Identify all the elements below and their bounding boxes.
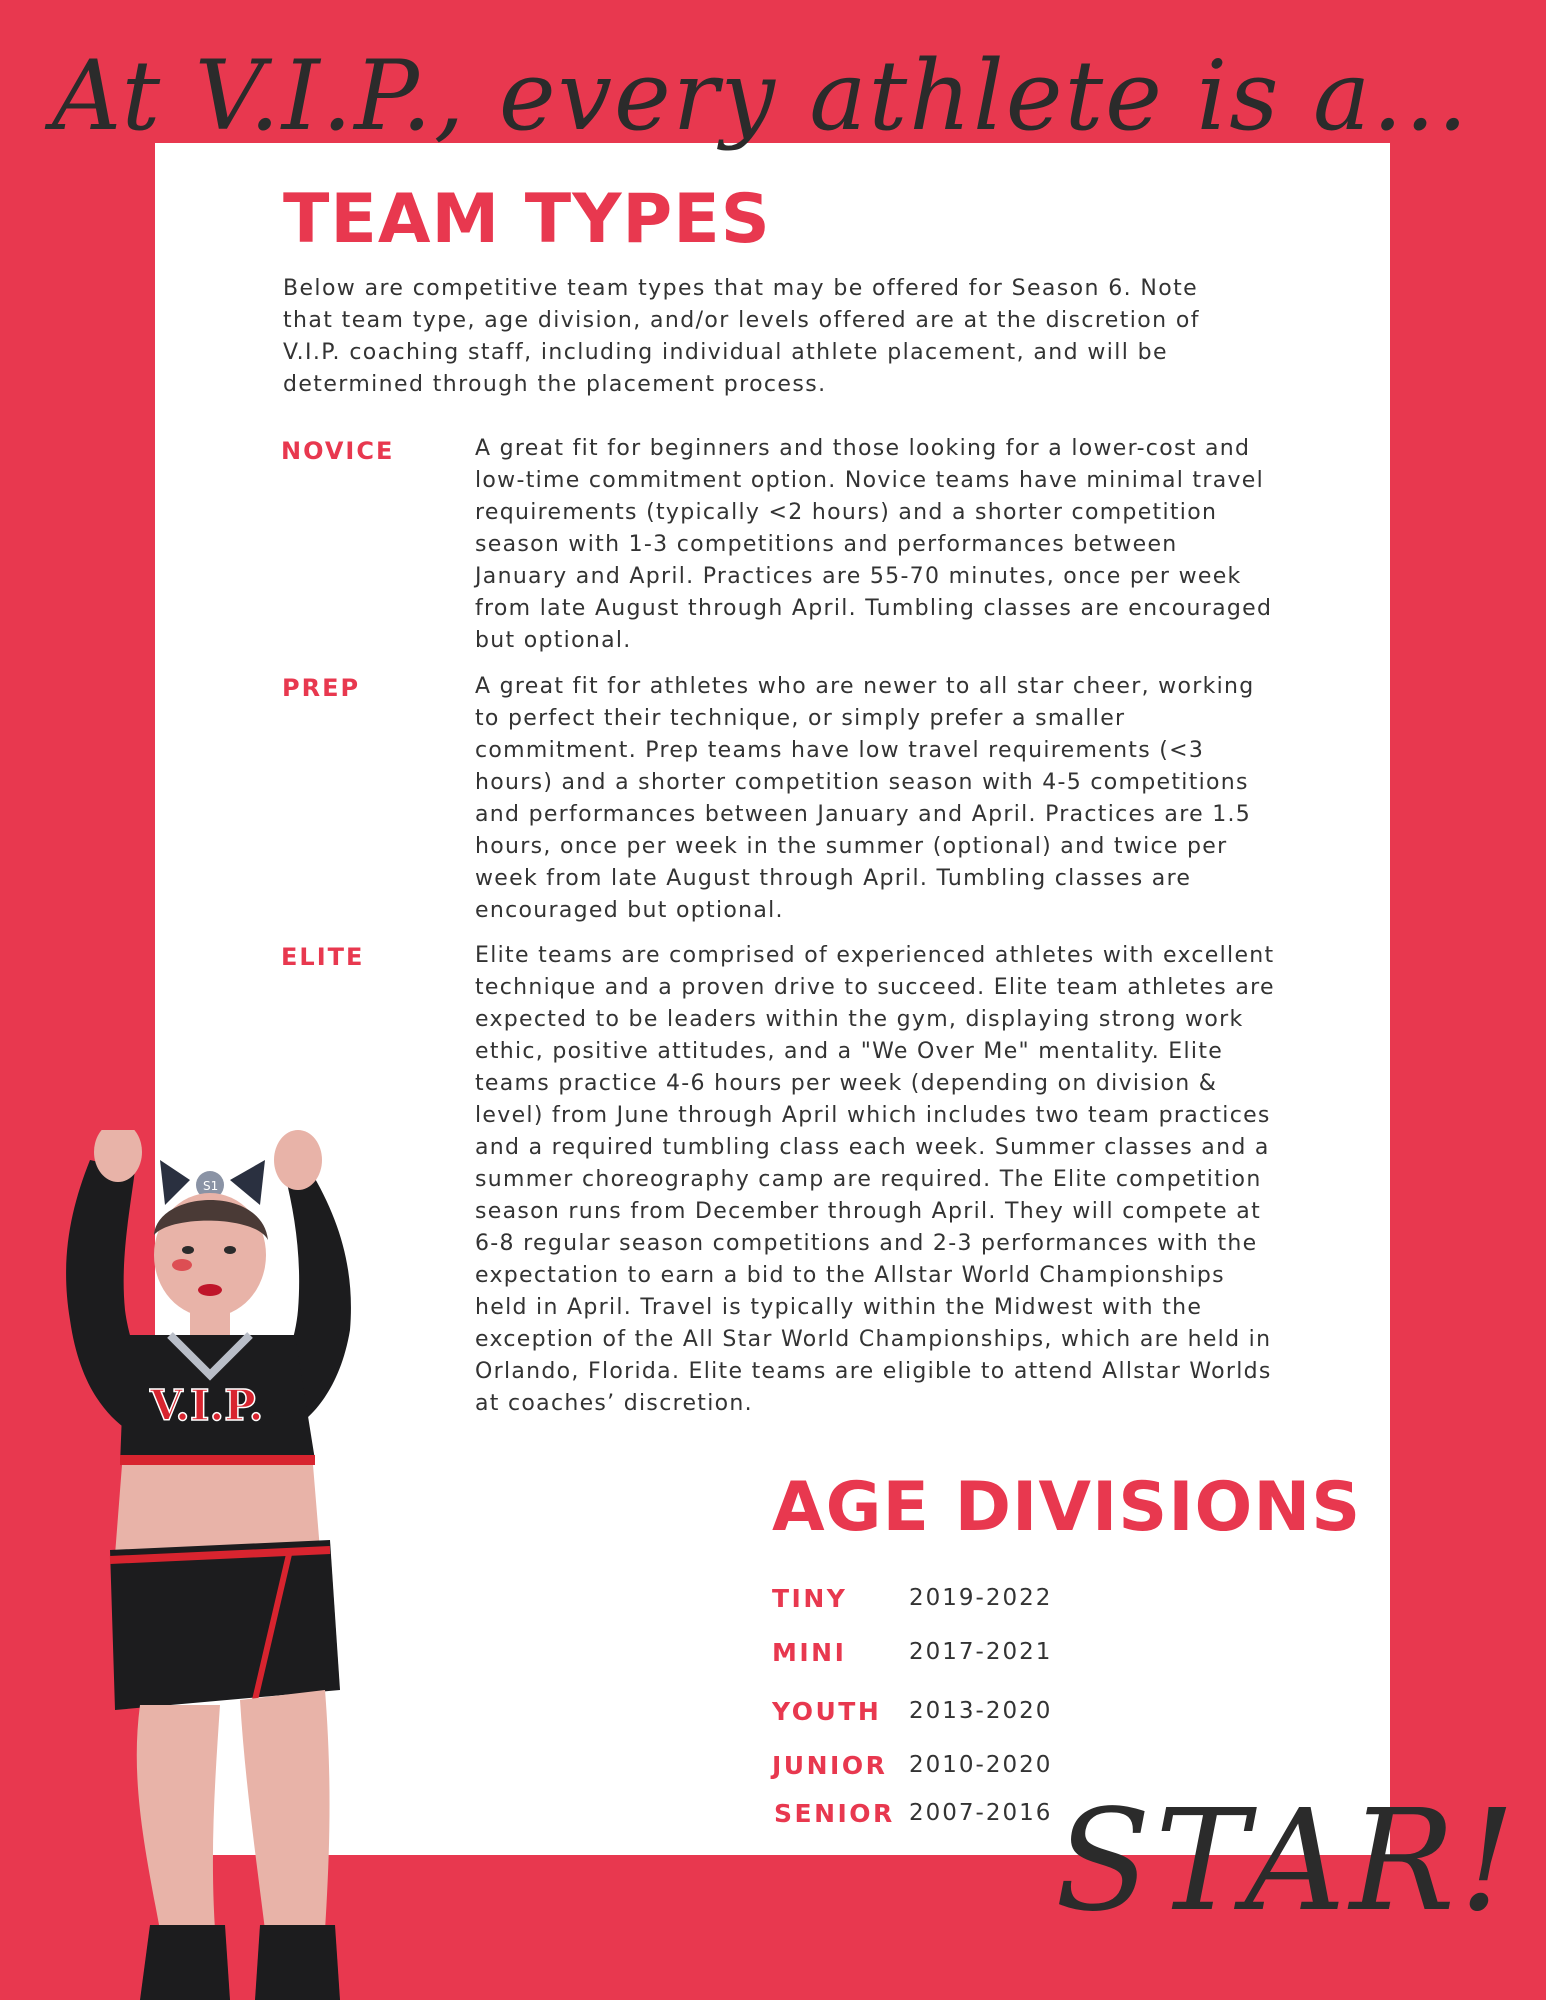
team-type-desc-prep: A great fit for athletes who are newer to all star cheer, working to perfect their technique, or simply prefer a smaller commitment. Prep teams have low travel requirements (<3 hours) and a shorter competition season with 4-5 competitions and performances between January and April. Practices are 1.5 hours, once per week in the summer (optional) and twice per week from late August through April. Tumbling classes are encouraged but optional.: [475, 674, 1255, 923]
age-years-tiny: 2019-2022: [909, 1585, 1053, 1611]
bow-label: S1: [203, 1179, 219, 1193]
team-types-title: TEAM TYPES: [283, 180, 771, 259]
age-years-junior: 2010-2020: [909, 1752, 1053, 1778]
team-type-label-elite: ELITE: [281, 943, 365, 971]
age-label-tiny: TINY: [772, 1584, 848, 1613]
footer-script-star: STAR!: [1055, 1780, 1520, 1943]
team-type-label-novice: NOVICE: [281, 437, 395, 465]
age-divisions-title: AGE DIVISIONS: [772, 1468, 1362, 1547]
age-years-mini: 2017-2021: [909, 1639, 1053, 1665]
athlete-photo: [40, 1130, 370, 2000]
team-type-desc-novice: A great fit for beginners and those looking for a lower-cost and low-time commitment option. Novice teams have minimal travel requirements (typically <2 hours) and a shorter competition season with 1-3 competitions and performances between January and April. Practices are 55-70 minutes, once per week from late August through April. Tumbling classes are encouraged but optional.: [475, 436, 1273, 653]
team-type-label-prep: PREP: [282, 674, 361, 702]
age-label-junior: JUNIOR: [772, 1751, 888, 1780]
age-years-youth: 2013-2020: [909, 1698, 1053, 1724]
team-types-intro: Below are competitive team types that may be offered for Season 6. Note that team type, age division, and/or levels offered are at the discretion of V.I.P. coaching staff, including individual athlete placement, and will be determined through the placement process.: [283, 276, 1200, 397]
age-label-senior: SENIOR: [774, 1799, 895, 1828]
team-type-desc-elite: Elite teams are comprised of experienced athletes with excellent technique and a proven drive to succeed. Elite team athletes are expected to be leaders within the gym, displaying strong work ethic, positive attitudes, and a "We Over Me" mentality. Elite teams practice 4-6 hours per week (depending on division & level) from June through April which includes two team practices and a required tumbling class each week. Summer classes and a summer choreography camp are required. The Elite competition season runs from December through April. They will compete at 6-8 regular season competitions and 2-3 performances with the expectation to earn a bid to the Allstar World Championships held in April. Travel is typically within the Midwest with the exception of the All Star World Championships, which are held in Orlando, Florida. Elite teams are eligible to attend Allstar Worlds at coaches’ discretion.: [475, 943, 1275, 1416]
age-label-youth: YOUTH: [772, 1697, 882, 1726]
header-script-text: At V.I.P., every athlete is a...: [52, 40, 1470, 152]
age-label-mini: MINI: [772, 1638, 847, 1667]
uniform-logo: V.I.P.: [150, 1381, 264, 1430]
age-years-senior: 2007-2016: [909, 1800, 1053, 1826]
